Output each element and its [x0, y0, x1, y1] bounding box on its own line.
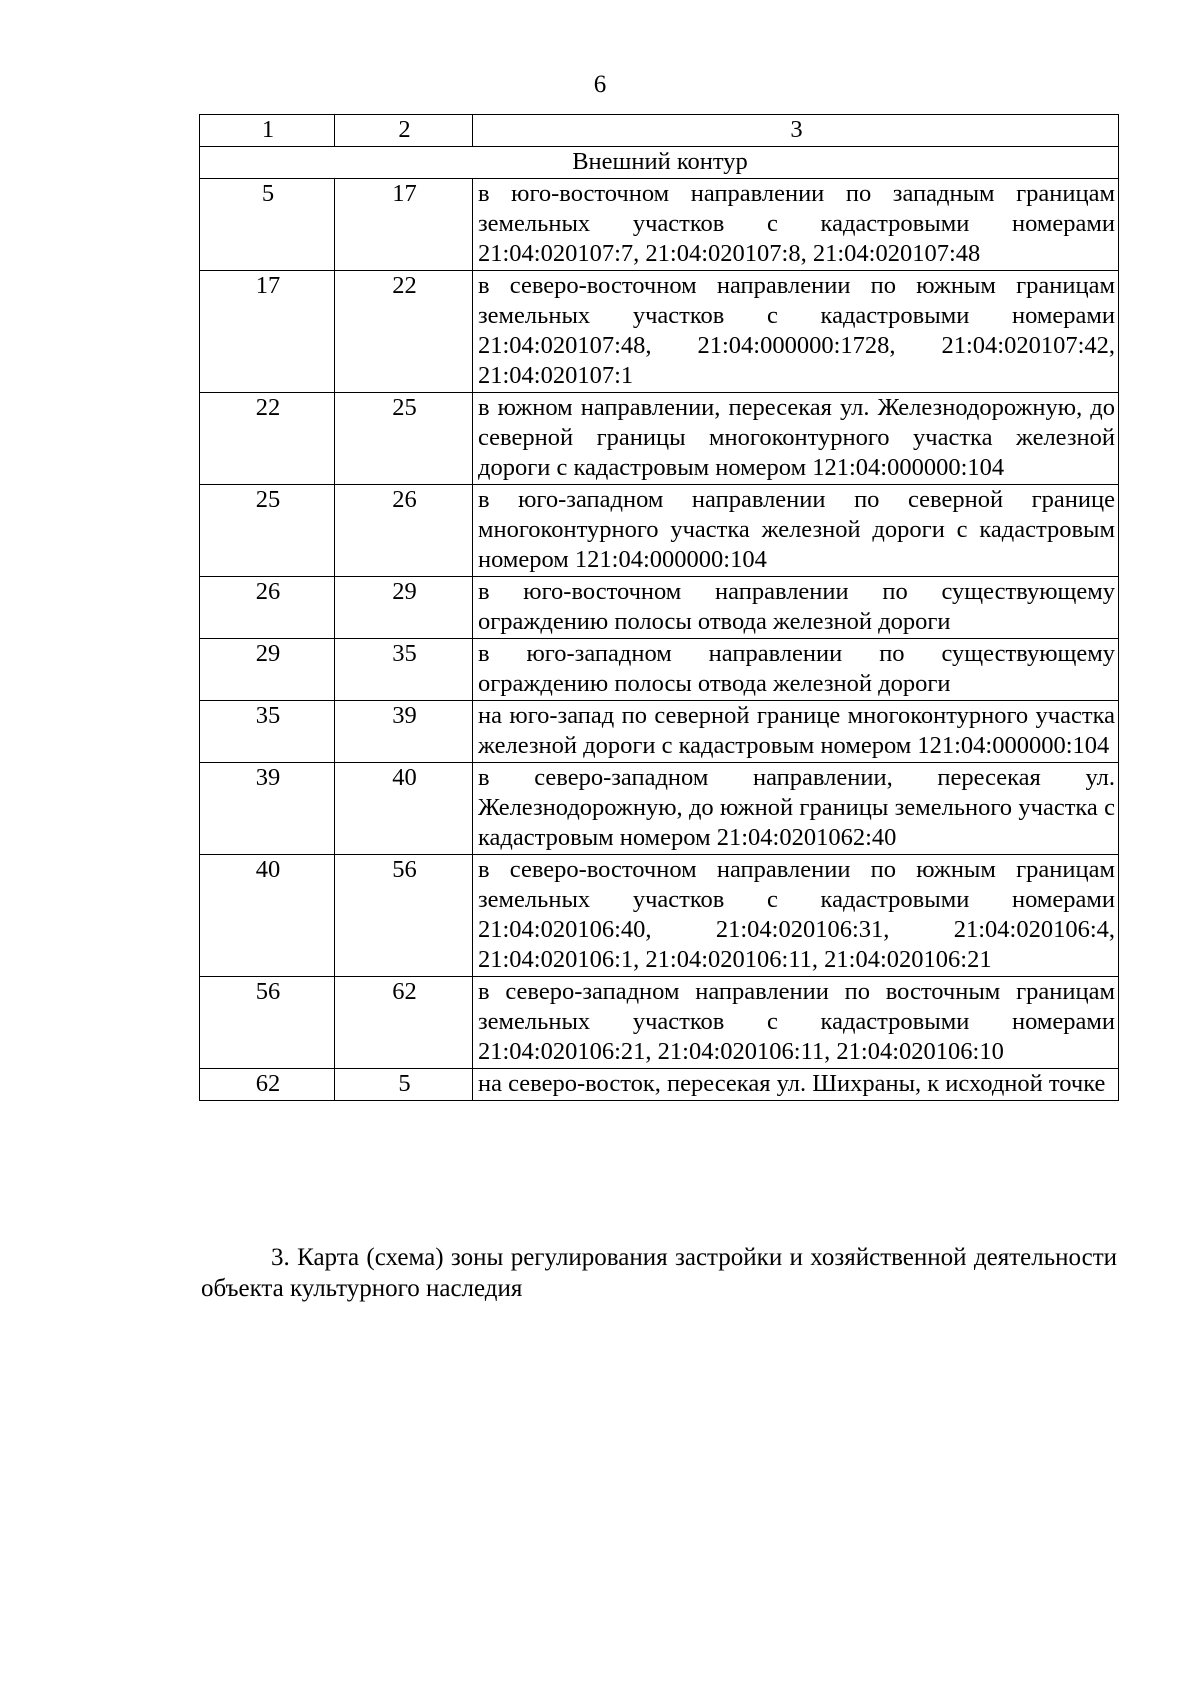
table-row [200, 639, 1119, 701]
point-to: 56 [335, 855, 473, 977]
map-section-paragraph: 3. Карта (схема) зоны регулирования застройки и хозяйственной деятельности объекта культурного наследия [201, 1244, 1117, 1302]
point-to: 26 [335, 485, 473, 577]
point-from: 56 [200, 977, 335, 1069]
point-from: 17 [200, 271, 335, 393]
table-row [200, 855, 1119, 977]
table-row [200, 577, 1119, 639]
boundary-description: в северо-восточном направлении по южным границам земельных участков с кадастровыми номерами 21:04:020107:48, 21:04:000000:1728, 21:04:020107:42, 21:04:020107:1 [473, 271, 1119, 393]
page-number: 6 [593, 71, 607, 98]
point-to: 22 [335, 271, 473, 393]
boundary-description: на юго-запад по северной границе многоконтурного участка железной дороги с кадастровым номером 121:04:000000:104 [473, 701, 1119, 763]
column-header-3: 3 [473, 115, 1119, 147]
table-row [200, 763, 1119, 855]
boundary-description: в северо-западном направлении по восточным границам земельных участков с кадастровыми номерами 21:04:020106:21, 21:04:020106:11, 21:04:020106:10 [473, 977, 1119, 1069]
point-from: 22 [200, 393, 335, 485]
point-from: 35 [200, 701, 335, 763]
point-to: 17 [335, 179, 473, 271]
section-title-row [200, 147, 1119, 179]
point-to: 40 [335, 763, 473, 855]
point-from: 25 [200, 485, 335, 577]
column-header-1: 1 [200, 115, 335, 147]
boundary-description: на северо-восток, пересекая ул. Шихраны, к исходной точке [473, 1069, 1119, 1101]
boundary-description: в северо-восточном направлении по южным границам земельных участков с кадастровыми номерами 21:04:020106:40, 21:04:020106:31, 21:04:020106:4, 21:04:020106:1, 21:04:020106:11, 21:04:020106:21 [473, 855, 1119, 977]
boundary-description: в северо-западном направлении, пересекая ул. Железнодорожную, до южной границы земельного участка с кадастровым номером 21:04:0201062:40 [473, 763, 1119, 855]
boundary-table [199, 114, 1119, 1101]
column-header-2: 2 [335, 115, 473, 147]
table-row [200, 701, 1119, 763]
boundary-description: в юго-восточном направлении по существующему ограждению полосы отвода железной дороги [473, 577, 1119, 639]
point-to: 39 [335, 701, 473, 763]
table-row [200, 271, 1119, 393]
table-header-row [200, 115, 1119, 147]
table-row [200, 393, 1119, 485]
point-from: 5 [200, 179, 335, 271]
boundary-description: в южном направлении, пересекая ул. Железнодорожную, до северной границы многоконтурного участка железной дороги с кадастровым номером 121:04:000000:104 [473, 393, 1119, 485]
table-row [200, 179, 1119, 271]
point-to: 62 [335, 977, 473, 1069]
boundary-description: в юго-восточном направлении по западным границам земельных участков с кадастровыми номерами 21:04:020107:7, 21:04:020107:8, 21:04:020107:48 [473, 179, 1119, 271]
table-row [200, 977, 1119, 1069]
table-row [200, 485, 1119, 577]
point-from: 29 [200, 639, 335, 701]
boundary-description: в юго-западном направлении по существующему ограждению полосы отвода железной дороги [473, 639, 1119, 701]
boundary-description: в юго-западном направлении по северной границе многоконтурного участка железной дороги с кадастровым номером 121:04:000000:104 [473, 485, 1119, 577]
point-from: 40 [200, 855, 335, 977]
table-row [200, 1069, 1119, 1101]
section-title: Внешний контур [200, 147, 1119, 179]
point-from: 39 [200, 763, 335, 855]
point-from: 26 [200, 577, 335, 639]
point-to: 29 [335, 577, 473, 639]
point-to: 5 [335, 1069, 473, 1101]
point-to: 25 [335, 393, 473, 485]
point-to: 35 [335, 639, 473, 701]
point-from: 62 [200, 1069, 335, 1101]
